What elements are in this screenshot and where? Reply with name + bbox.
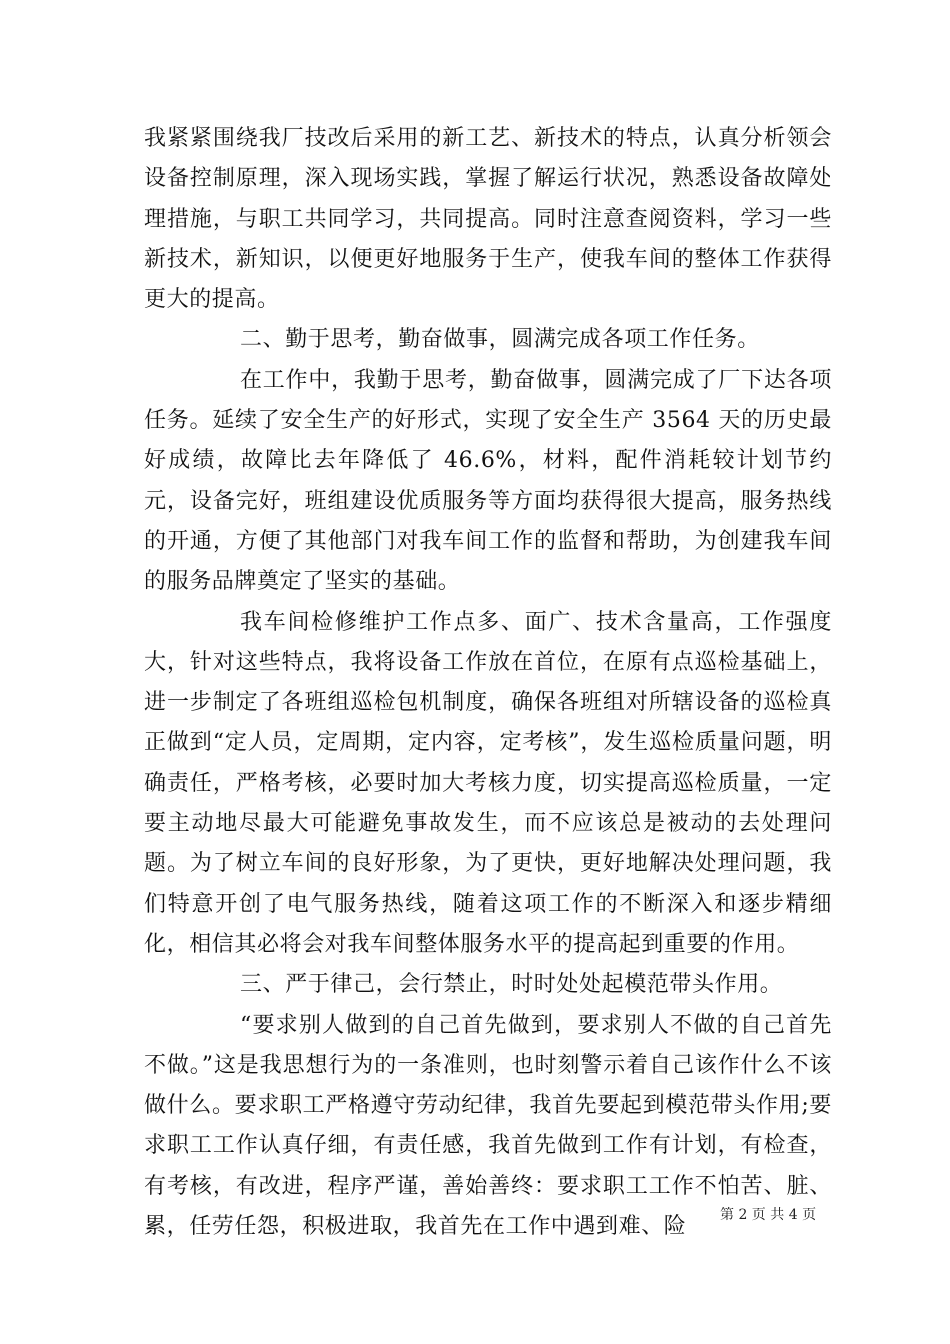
page-number-footer: 第 2 页 共 4 页: [720, 1207, 817, 1223]
section-heading-2: 二、勤于思考，勤奋做事，圆满完成各项工作任务。: [240, 327, 760, 353]
document-body: [144, 119, 832, 1247]
paragraph-body: “要求别人做到的自己首先做到，要求别人不做的自己首先不做。”这是我思想行为的一条准则，也时刻警示着自己该作什么不该做什么。要求职工严格遵守劳动纪律，我首先要起到模范带头作用;要求职工工作认真仔细，有责任感，我首先做到工作有计划，有检查，有考核，有改进，程序严谨，善始善终：要求职工工作不怕苦、脏、累，任劳任怨，积极进取，我首先在工作中遇到难、险: [144, 1012, 832, 1240]
paragraph-body: 在工作中，我勤于思考，勤奋做事，圆满完成了厂下达各项任务。延续了安全生产的好形式，实现了安全生产 3564 天的历史最好成绩，故障比去年降低了 46.6%，材料，配件消耗较计划节约元，设备完好，班组建设优质服务等方面均获得很大提高，服务热线的开通，方便了其他部门对我车间工作的监督和帮助，为创建我车间的服务品牌奠定了坚实的基础。: [144, 367, 832, 595]
section-heading-3: 三、严于律己，会行禁止，时时处处起模范带头作用。: [240, 972, 783, 998]
paragraph-body: 我车间检修维护工作点多、面广、技术含量高，工作强度大，针对这些特点，我将设备工作放在首位，在原有点巡检基础上，进一步制定了各班组巡检包机制度，确保各班组对所辖设备的巡检真正做到“定人员，定周期，定内容，定考核”，发生巡检质量问题，明确责任，严格考核，必要时加大考核力度，切实提高巡检质量，一定要主动地尽最大可能避免事故发生，而不应该总是被动的去处理问题。为了树立车间的良好形象，为了更快，更好地解决处理问题，我们特意开创了电气服务热线，随着这项工作的不断深入和逐步精细化，相信其必将会对我车间整体服务水平的提高起到重要的作用。: [144, 609, 832, 957]
paragraph-body-continued: 我紧紧围绕我厂技改后采用的新工艺、新技术的特点，认真分析领会设备控制原理，深入现场实践，掌握了解运行状况，熟悉设备故障处理措施，与职工共同学习，共同提高。同时注意查阅资料，学习一些新技术，新知识，以便更好地服务于生产，使我车间的整体工作获得更大的提高。: [144, 126, 832, 313]
